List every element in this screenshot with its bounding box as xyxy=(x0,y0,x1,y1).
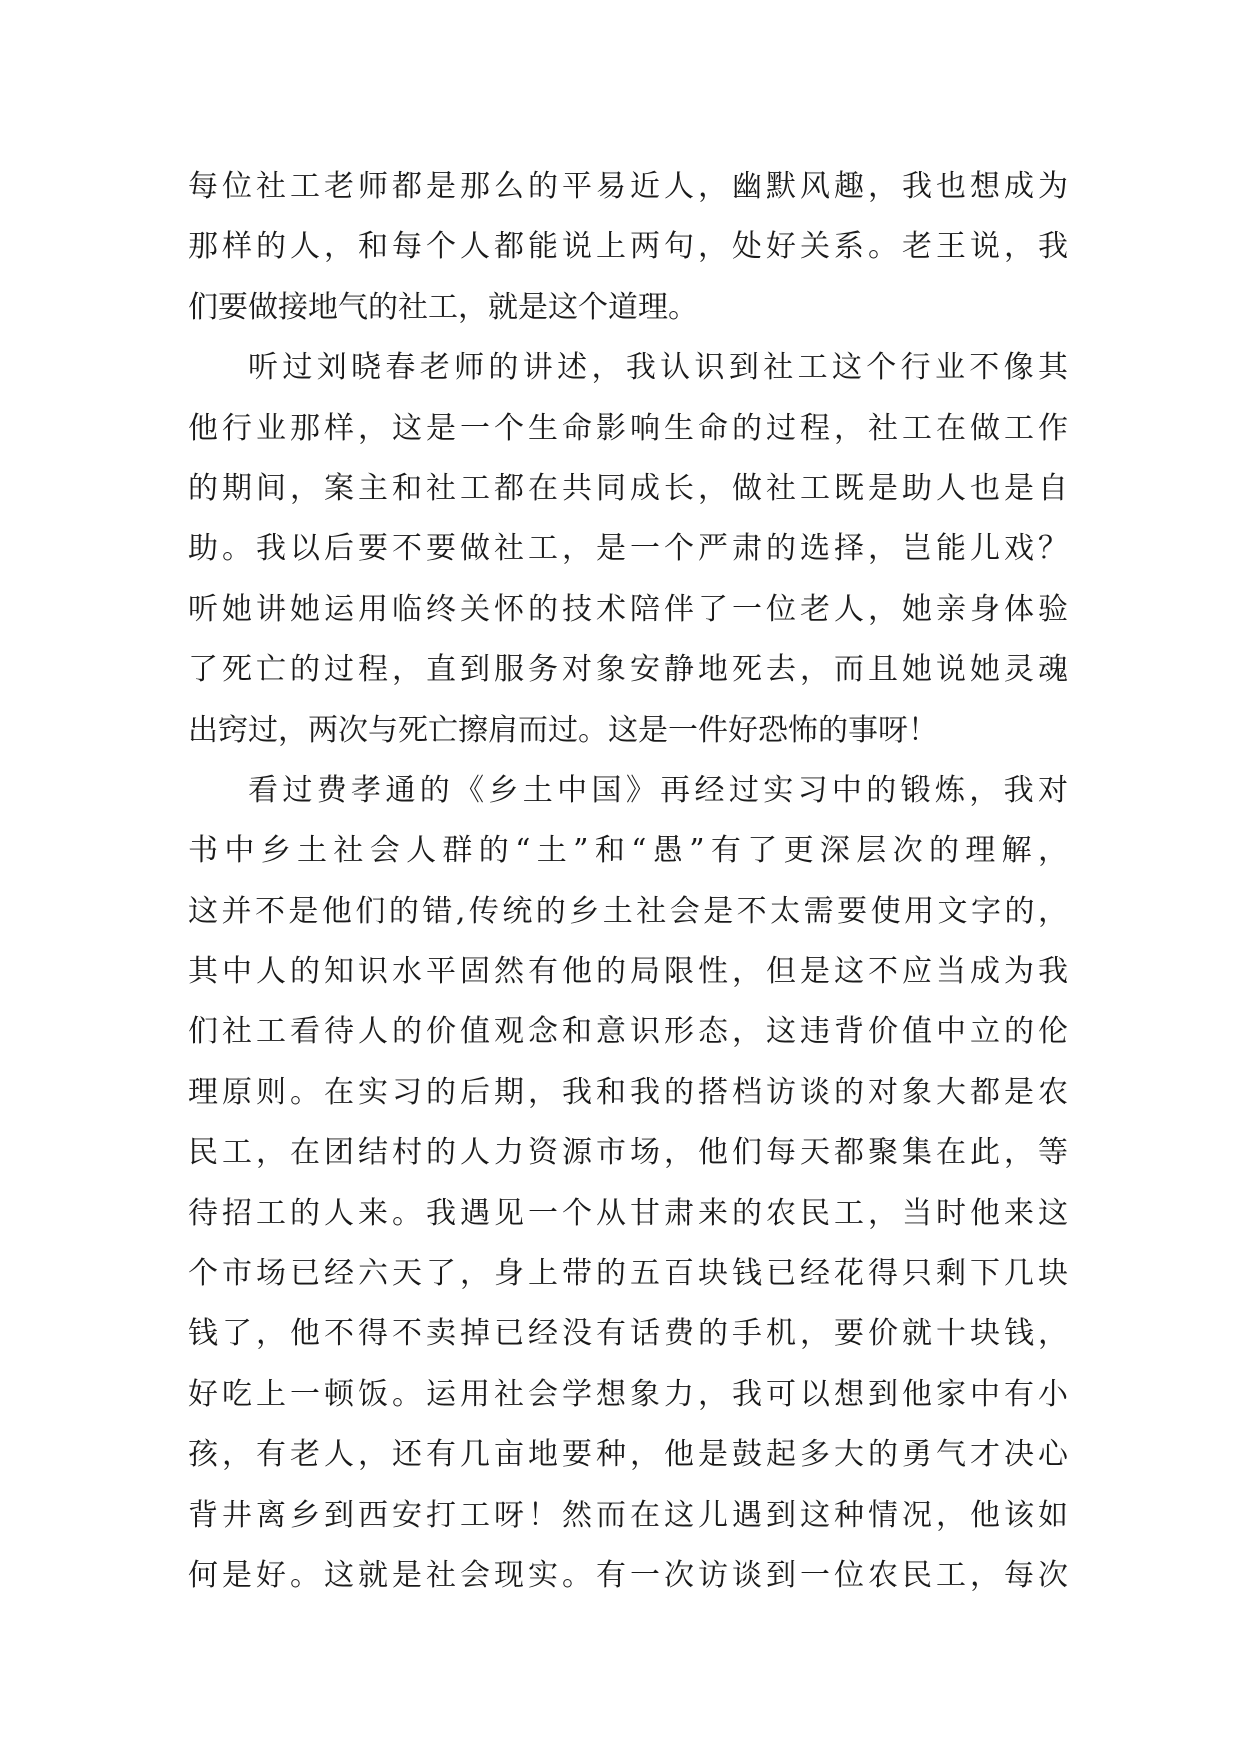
text-line: 们社工看待人的价值观念和意识形态，这违背价值中立的伦 xyxy=(188,1014,1068,1050)
text-line: 待招工的人来。我遇见一个从甘肃来的农民工，当时他来这 xyxy=(188,1195,1068,1231)
text-line: 出窍过，两次与死亡擦肩而过。这是一件好恐怖的事呀！ xyxy=(188,712,938,748)
paragraph-first-line: 听过刘晓春老师的讲述，我认识到社工这个行业不像其 xyxy=(248,350,1068,386)
text-line: 钱了，他不得不卖掉已经没有话费的手机，要价就十块钱， xyxy=(188,1316,1068,1352)
text-line: 理原则。在实习的后期，我和我的搭档访谈的对象大都是农 xyxy=(188,1074,1068,1110)
text-line: 他行业那样，这是一个生命影响生命的过程，社工在做工作 xyxy=(188,410,1068,446)
text-line: 书中乡土社会人群的“土”和“愚”有了更深层次的理解， xyxy=(188,833,1068,869)
text-line: 其中人的知识水平固然有他的局限性，但是这不应当成为我 xyxy=(188,954,1068,990)
text-line: 那样的人，和每个人都能说上两句，处好关系。老王说，我 xyxy=(188,229,1068,265)
text-line: 好吃上一顿饭。运用社会学想象力，我可以想到他家中有小 xyxy=(188,1376,1068,1412)
text-line: 听她讲她运用临终关怀的技术陪伴了一位老人，她亲身体验 xyxy=(188,591,1068,627)
text-line: 们要做接地气的社工，就是这个道理。 xyxy=(188,289,698,325)
text-line: 的期间，案主和社工都在共同成长，做社工既是助人也是自 xyxy=(188,470,1068,506)
text-line: 这并不是他们的错,传统的乡土社会是不太需要使用文字的， xyxy=(188,893,1068,929)
text-line: 何是好。这就是社会现实。有一次访谈到一位农民工，每次 xyxy=(188,1557,1068,1593)
body-text xyxy=(188,157,1068,1606)
text-line: 民工，在团结村的人力资源市场，他们每天都聚集在此，等 xyxy=(188,1135,1068,1171)
text-line: 了死亡的过程，直到服务对象安静地死去，而且她说她灵魂 xyxy=(188,652,1068,688)
text-line: 孩，有老人，还有几亩地要种，他是鼓起多大的勇气才决心 xyxy=(188,1437,1068,1473)
text-line: 背井离乡到西安打工呀！然而在这儿遇到这种情况，他该如 xyxy=(188,1497,1068,1533)
text-line: 个市场已经六天了，身上带的五百块钱已经花得只剩下几块 xyxy=(188,1256,1068,1292)
paragraph-first-line: 看过费孝通的《乡土中国》再经过实习中的锻炼，我对 xyxy=(248,772,1068,808)
text-line: 每位社工老师都是那么的平易近人，幽默风趣，我也想成为 xyxy=(188,169,1068,204)
text-line: 助。我以后要不要做社工，是一个严肃的选择，岂能儿戏？ xyxy=(188,531,1068,567)
